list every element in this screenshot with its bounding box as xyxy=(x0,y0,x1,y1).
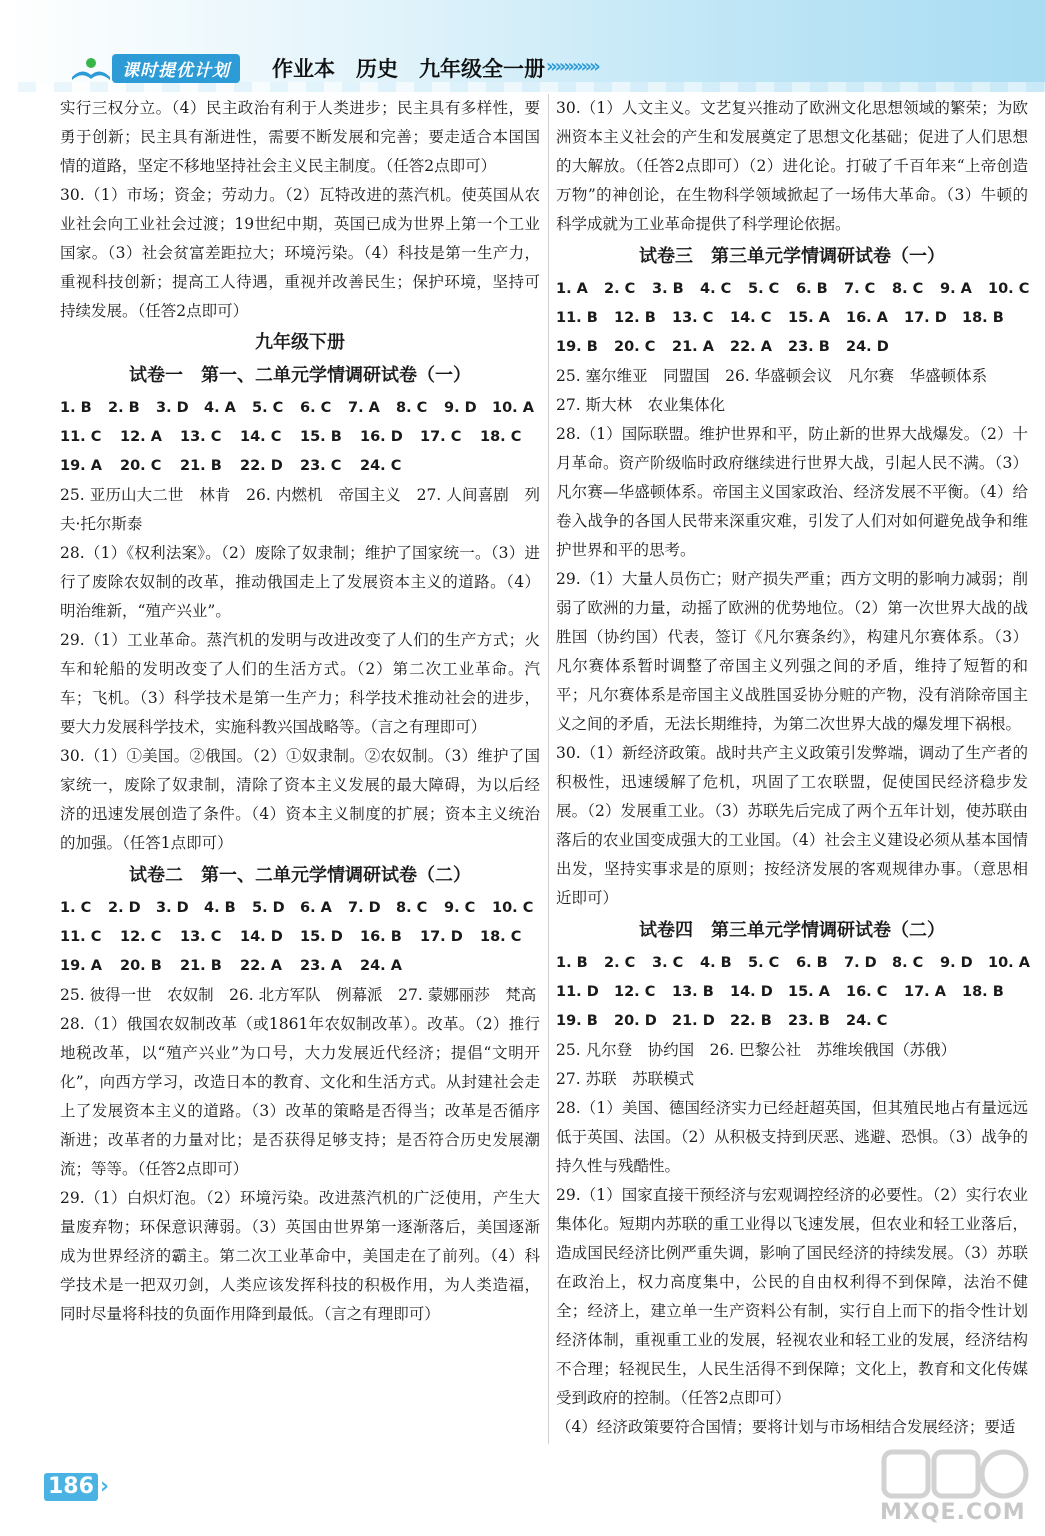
mc-answer: 5. C xyxy=(748,281,780,297)
mc-answer: 20. B xyxy=(120,958,162,974)
mc-answer-row xyxy=(60,452,540,481)
mc-answer: 17. D xyxy=(420,929,463,945)
mc-answer-row xyxy=(556,275,1028,304)
mc-answer: 24. D xyxy=(846,339,889,355)
mc-answer: 4. C xyxy=(700,281,732,297)
mc-answer: 2. B xyxy=(108,400,140,416)
mc-answer: 3. D xyxy=(156,900,189,916)
mc-answer: 15. A xyxy=(788,310,830,326)
mc-answer: 11. C xyxy=(60,429,102,445)
mc-answer-row xyxy=(60,923,540,952)
answer-paragraph: 28.（1）美国、德国经济实力已经赶超英国，但其殖民地占有量远远低于英国、法国。（2）从积极支持到厌恶、逃避、恐惧。（3）战争的持久性与残酷性。 xyxy=(556,1099,1028,1175)
mc-answer: 21. A xyxy=(672,339,714,355)
answer-paragraph: 28.（1）国际联盟。维护世界和平，防止新的世界大战爆发。（2）十月革命。资产阶级临时政府继续进行世界大战，引起人民不满。（3）凡尔赛—华盛顿体系。帝国主义国家政治、经济发展不平衡。（4）给卷入战争的各国人民带来深重灾难，引发了人们对如何避免战争和维护世界和平的思考。 xyxy=(556,425,1028,559)
mc-answer: 21. B xyxy=(180,458,222,474)
mc-answer: 4. B xyxy=(204,900,236,916)
mc-answer: 5. D xyxy=(252,900,285,916)
answer-paragraph: 29.（1）国家直接干预经济与宏观调控经济的必要性。（2）实行农业集体化。短期内苏联的重工业得以飞速发展，但农业和轻工业落后，造成国民经济比例严重失调，影响了国民经济的持续发展。（3）苏联在政治上，权力高度集中，公民的自由权利得不到保障，法治不健全；经济上，建立单一生产资料公有制，实行自上而下的指令性计划经济体制，重视重工业的发展，轻视农业和轻工业的发展，经济结构不合理；轻视民生，人民生活得不到保障；文化上，教育和文化传媒受到政府的控制。（任答2点即可） xyxy=(556,1186,1028,1407)
mc-answer: 23. C xyxy=(300,458,342,474)
mc-answer-row xyxy=(556,949,1028,978)
mc-answer: 24. C xyxy=(360,458,402,474)
column-divider xyxy=(548,94,549,1444)
mc-answer: 4. A xyxy=(204,400,236,416)
mc-answer: 9. C xyxy=(444,900,476,916)
mc-answer: 8. C xyxy=(396,900,428,916)
watermark-text: MXQE.COM xyxy=(880,1500,1026,1525)
mc-answer-row xyxy=(556,304,1028,333)
mc-answer: 9. D xyxy=(940,955,973,971)
mc-answer: 11. D xyxy=(556,984,599,1000)
mc-answer-row xyxy=(60,423,540,452)
mc-answer: 9. D xyxy=(444,400,477,416)
mc-answer: 8. C xyxy=(892,955,924,971)
mc-answer: 15. D xyxy=(300,929,343,945)
header-stripe xyxy=(0,82,1045,92)
mc-answer: 7. A xyxy=(348,400,380,416)
fill-answer: 25. 彼得一世 农奴制 26. 北方军队 例幕派 27. 蒙娜丽莎 梵高 xyxy=(60,986,537,1004)
mc-answer: 22. A xyxy=(240,958,282,974)
fill-answer: 25. 塞尔维亚 同盟国 26. 华盛顿会议 凡尔赛 华盛顿体系 xyxy=(556,367,988,385)
mc-answer: 12. B xyxy=(614,310,656,326)
answer-paragraph: 28.（1）《权利法案》。（2）废除了奴隶制；维护了国家统一。（3）进行了废除农奴制的改革，推动俄国走上了发展资本主义的道路。（4）明治维新，“殖产兴业”。 xyxy=(60,544,540,620)
mc-answer-row xyxy=(60,952,540,981)
mc-answer: 11. B xyxy=(556,310,598,326)
mc-answer: 1. B xyxy=(556,955,588,971)
mc-answer: 16. C xyxy=(846,984,888,1000)
mc-answer: 7. D xyxy=(844,955,877,971)
mc-answer: 23. B xyxy=(788,1013,830,1029)
mc-answer: 14. C xyxy=(240,429,282,445)
mc-answer: 21. D xyxy=(672,1013,715,1029)
mc-answer: 17. A xyxy=(904,984,946,1000)
mc-answer: 6. C xyxy=(300,400,332,416)
chevron-right-icon: › xyxy=(100,1474,110,1499)
mc-answer: 10. A xyxy=(492,400,534,416)
answer-paragraph: 实行三权分立。（4）民主政治有利于人类进步；民主具有多样性，要勇于创新；民主具有渐进性，需要不断发展和完善；要走适合本国国情的道路，坚定不移地坚持社会主义民主制度。（任答2点即可） xyxy=(60,99,540,175)
fill-answer: 25. 亚历山大二世 林肯 26. 内燃机 帝国主义 27. 人间喜剧 列夫·托尔斯泰 xyxy=(60,486,540,533)
mc-answer: 22. B xyxy=(730,1013,772,1029)
mc-answer: 2. C xyxy=(604,955,636,971)
fill-answer: 27. 苏联 苏联模式 xyxy=(556,1070,695,1088)
mc-answer: 1. B xyxy=(60,400,92,416)
mc-answer: 6. A xyxy=(300,900,332,916)
mc-answer: 3. C xyxy=(652,955,684,971)
mc-answer: 17. D xyxy=(904,310,947,326)
mc-answer: 2. D xyxy=(108,900,141,916)
mc-answer: 1. A xyxy=(556,281,588,297)
mc-answer: 12. A xyxy=(120,429,162,445)
mc-answer: 8. C xyxy=(396,400,428,416)
mc-answer: 23. B xyxy=(788,339,830,355)
answer-paragraph: 30.（1）市场；资金；劳动力。（2）瓦特改进的蒸汽机。使英国从农业社会向工业社会过渡；19世纪中期，英国已成为世界上第一个工业国家。（3）社会贫富差距拉大；环境污染。（4）科技是第一生产力，重视科技创新；提高工人待遇，重视并改善民生；保护环境，坚持可持续发展。（任答2点即可） xyxy=(60,186,540,320)
answer-paragraph: 30.（1）新经济政策。战时共产主义政策引发弊端，调动了生产者的积极性，迅速缓解了危机，巩固了工农联盟，促使国民经济稳步发展。（2）发展重工业。（3）苏联先后完成了两个五年计划，使苏联由落后的农业国变成强大的工业国。（4）社会主义建设必须从基本国情出发，坚持实事求是的原则；按经济发展的客观规律办事。（意思相近即可） xyxy=(556,744,1028,907)
mc-answer: 13. B xyxy=(672,984,714,1000)
mc-answer: 5. C xyxy=(252,400,284,416)
left-column xyxy=(60,94,540,1329)
test-title: 试卷三 第三单元学情调研试卷（一） xyxy=(639,246,945,267)
mc-answer: 23. A xyxy=(300,958,342,974)
mc-answer: 3. B xyxy=(652,281,684,297)
answer-paragraph: 30.（1）人文主义。文艺复兴推动了欧洲文化思想领域的繁荣；为欧洲资本主义社会的产生和发展奠定了思想文化基础；促进了人们思想的大解放。（任答2点即可）（2）进化论。打破了千百年来“上帝创造万物”的神创论，在生物科学领域掀起了一场伟大革命。（3）牛顿的科学成就为工业革命提供了科学理论依据。 xyxy=(556,99,1028,233)
mc-answer-row xyxy=(556,333,1028,362)
series-logo-text: 课时提优计划 xyxy=(112,54,240,83)
page-number: 186 xyxy=(44,1473,98,1501)
mc-answer: 15. A xyxy=(788,984,830,1000)
answer-paragraph: （4）经济政策要符合国情；要将计划与市场相结合发展经济；要适 xyxy=(556,1418,1016,1436)
answer-paragraph: 29.（1）大量人员伤亡；财产损失严重；西方文明的影响力减弱；削弱了欧洲的力量，动摇了欧洲的优势地位。（2）第一次世界大战的战胜国（协约国）代表，签订《凡尔赛条约》，构建凡尔赛体系。（3）凡尔赛体系暂时调整了帝国主义列强之间的矛盾，维持了短暂的和平；凡尔赛体系是帝国主义战胜国妥协分赃的产物，没有消除帝国主义之间的矛盾，无法长期维持，为第二次世界大战的爆发埋下祸根。 xyxy=(556,570,1028,733)
mc-answer: 22. A xyxy=(730,339,772,355)
mc-answer: 24. C xyxy=(846,1013,888,1029)
mc-answer: 16. A xyxy=(846,310,888,326)
mc-answer: 6. B xyxy=(796,955,828,971)
mc-answer: 14. D xyxy=(240,929,283,945)
mc-answer: 19. B xyxy=(556,1013,598,1029)
mc-answer: 1. C xyxy=(60,900,92,916)
mc-answer: 18. B xyxy=(962,984,1004,1000)
mc-answer: 7. D xyxy=(348,900,381,916)
mc-answer-row xyxy=(556,1007,1028,1036)
mc-answer-row xyxy=(60,394,540,423)
right-column xyxy=(556,94,1028,1442)
series-logo xyxy=(70,54,240,82)
section-title: 九年级下册 xyxy=(255,332,345,353)
mc-answer: 16. D xyxy=(360,429,403,445)
book-icon xyxy=(70,55,112,81)
mc-answer: 2. C xyxy=(604,281,636,297)
mc-answer: 20. C xyxy=(120,458,162,474)
mc-answer: 20. C xyxy=(614,339,656,355)
fill-answer: 27. 斯大林 农业集体化 xyxy=(556,396,726,414)
fill-answer: 25. 凡尔登 协约国 26. 巴黎公社 苏维埃俄国（苏俄） xyxy=(556,1041,957,1059)
mc-answer: 19. A xyxy=(60,958,102,974)
mc-answer: 5. C xyxy=(748,955,780,971)
test-title: 试卷一 第一、二单元学情调研试卷（一） xyxy=(129,365,471,386)
mc-answer: 12. C xyxy=(120,929,162,945)
book-title: 作业本 历史 九年级全一册 xyxy=(272,57,545,81)
mc-answer: 10. A xyxy=(988,955,1030,971)
chevron-right-icon: »»»»»» xyxy=(546,56,598,77)
page-header xyxy=(0,0,1045,92)
mc-answer: 22. D xyxy=(240,458,283,474)
mc-answer: 15. B xyxy=(300,429,342,445)
answer-paragraph: 30.（1）①美国。②俄国。（2）①奴隶制。②农奴制。（3）维护了国家统一，废除了奴隶制，清除了资本主义发展的最大障碍，为以后经济的迅速发展创造了条件。（4）资本主义制度的扩展；资本主义统治的加强。（任答1点即可） xyxy=(60,747,540,852)
answer-paragraph: 28.（1）俄国农奴制改革（或1861年农奴制改革）。改革。（2）推行地税改革，以“殖产兴业”为口号，大力发展近代经济；提倡“文明开化”，向西方学习，改造日本的教育、文化和生活方式。从封建社会走上了发展资本主义的道路。（3）改革的策略是否得当；改革是否循序渐进；改革者的力量对比；是否获得足够支持；是否符合历史发展潮流；等等。（任答2点即可） xyxy=(60,1015,540,1178)
mc-answer: 11. C xyxy=(60,929,102,945)
mc-answer: 13. C xyxy=(672,310,714,326)
mc-answer-row xyxy=(556,978,1028,1007)
mc-answer-row xyxy=(60,894,540,923)
mc-answer: 20. D xyxy=(614,1013,657,1029)
mc-answer: 9. A xyxy=(940,281,972,297)
test-title: 试卷四 第三单元学情调研试卷（二） xyxy=(639,920,945,941)
mc-answer: 8. C xyxy=(892,281,924,297)
mc-answer: 17. C xyxy=(420,429,462,445)
mc-answer: 14. C xyxy=(730,310,772,326)
mc-answer: 10. C xyxy=(988,281,1030,297)
mc-answer: 12. C xyxy=(614,984,656,1000)
mc-answer: 3. D xyxy=(156,400,189,416)
mc-answer: 6. B xyxy=(796,281,828,297)
answer-paragraph: 29.（1）白炽灯泡。（2）环境污染。改进蒸汽机的广泛使用，产生大量废弃物；环保意识薄弱。（3）英国由世界第一逐渐落后，美国逐渐成为世界经济的霸主。第二次工业革命中，美国走在了前列。（4）科学技术是一把双刃剑，人类应该发挥科技的积极作用，为人类造福，同时尽量将科技的负面作用降到最低。（言之有理即可） xyxy=(60,1189,540,1323)
mc-answer: 24. A xyxy=(360,958,402,974)
mc-answer: 19. A xyxy=(60,458,102,474)
mc-answer: 21. B xyxy=(180,958,222,974)
mc-answer: 19. B xyxy=(556,339,598,355)
mc-answer: 13. C xyxy=(180,929,222,945)
mc-answer: 18. C xyxy=(480,429,522,445)
mc-answer: 10. C xyxy=(492,900,534,916)
mc-answer: 14. D xyxy=(730,984,773,1000)
mc-answer: 7. C xyxy=(844,281,876,297)
test-title: 试卷二 第一、二单元学情调研试卷（二） xyxy=(129,865,471,886)
mc-answer: 16. B xyxy=(360,929,402,945)
mc-answer: 18. B xyxy=(962,310,1004,326)
answer-paragraph: 29.（1）工业革命。蒸汽机的发明与改进改变了人们的生产方式；火车和轮船的发明改变了人们的生活方式。（2）第二次工业革命。汽车；飞机。（3）科学技术是第一生产力；科学技术推动社会的进步，要大力发展科学技术，实施科教兴国战略等。（言之有理即可） xyxy=(60,631,540,736)
mc-answer: 18. C xyxy=(480,929,522,945)
mc-answer: 13. C xyxy=(180,429,222,445)
mc-answer: 4. B xyxy=(700,955,732,971)
